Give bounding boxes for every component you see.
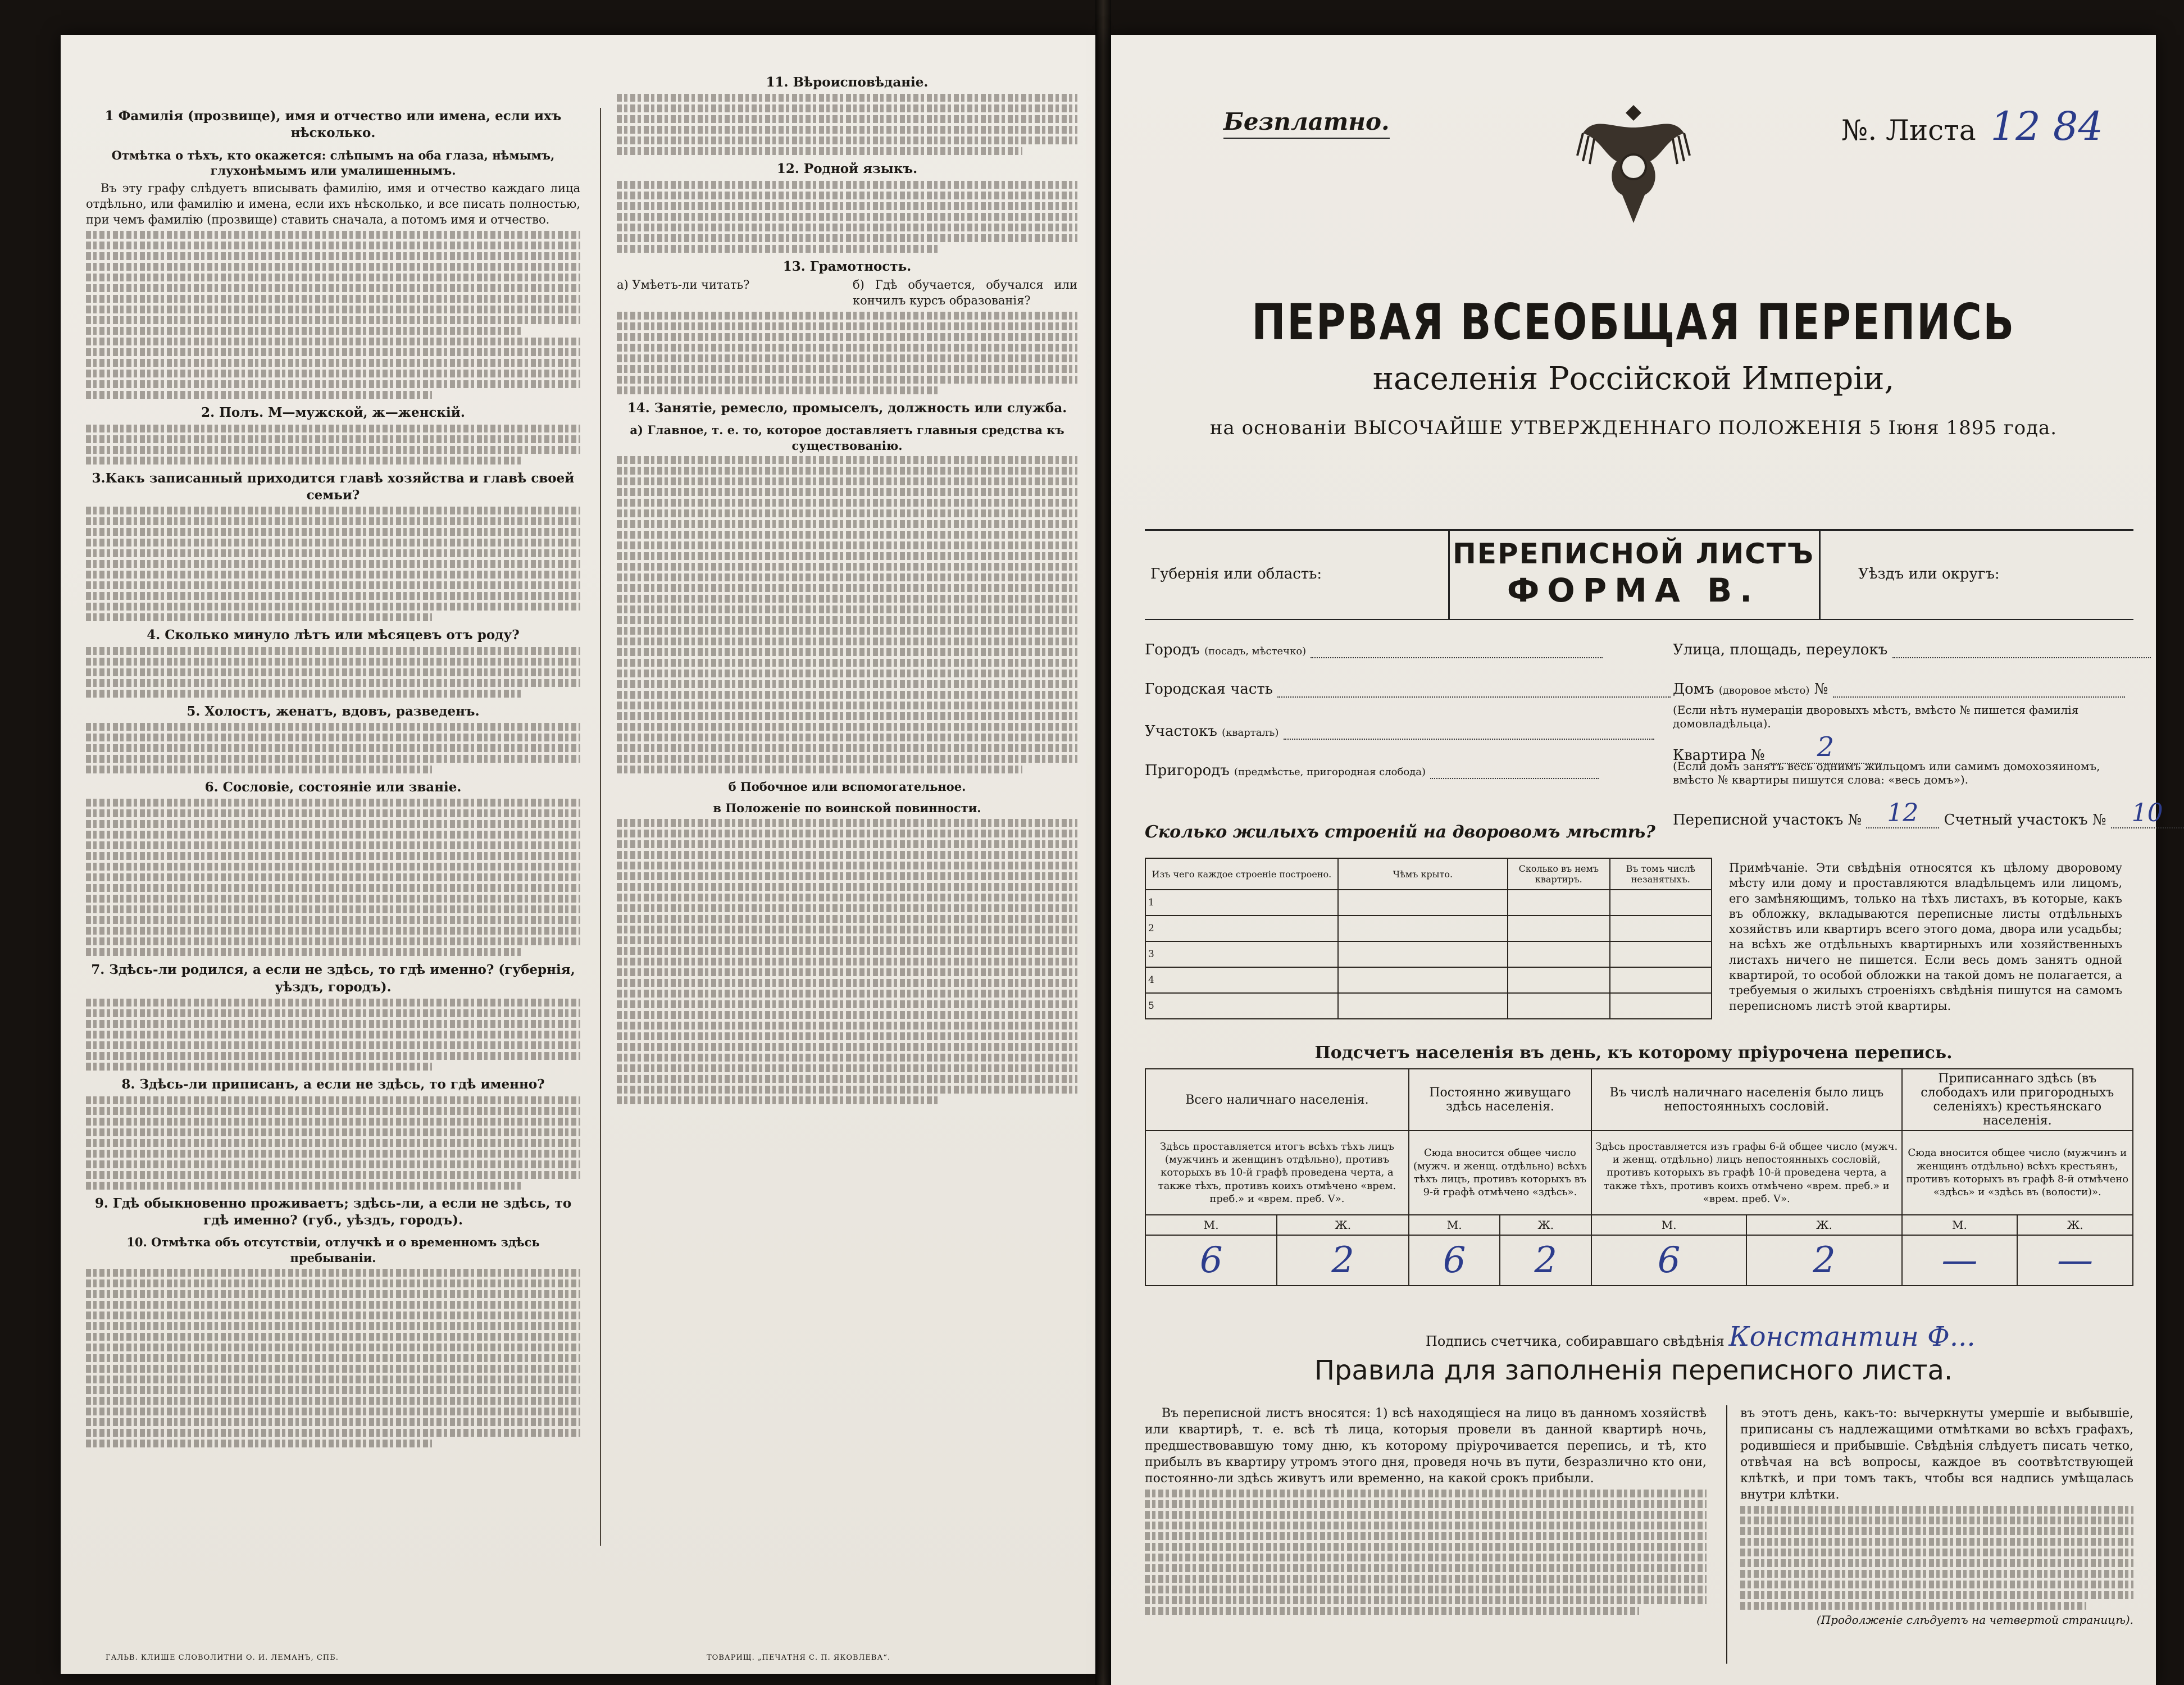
rules-title: Правила для заполненія переписного листа. [1314, 1355, 1953, 1386]
section-9-title: 9. Гдѣ обыкновенно проживаетъ; здѣсь-ли, а если не здѣсь, то гдѣ именно? (губ., уѣздъ, городъ). [94, 1195, 572, 1228]
count-description: Сюда вносится общее число (мужчинъ и женщинъ отдѣльно) всѣхъ крестьянъ, противъ которыхъ въ графѣ 8-й отмѣчено «здѣсь» и «здѣсь въ (волости)». [1902, 1131, 2133, 1215]
free-label: Безплатно. [1223, 108, 1390, 139]
male-label: М. [1591, 1215, 1746, 1235]
female-label: Ж. [2017, 1215, 2133, 1235]
enumerator-signature[interactable] [1426, 1321, 1976, 1352]
right-page [1111, 35, 2163, 1685]
count-value[interactable]: 6 [1409, 1235, 1500, 1286]
buildings-question: Сколько жилыхъ строеній на дворовомъ мѣстѣ? [1145, 822, 1655, 842]
uchastok-label: Участокъ [1145, 723, 1217, 740]
uezd-label: Уѣздъ или округъ: [1858, 566, 2000, 582]
guberniya-label: Губернія или область: [1150, 566, 1322, 582]
uchastok-field[interactable] [1145, 723, 1654, 740]
table-cell[interactable] [1610, 941, 1712, 967]
table-cell[interactable] [1610, 916, 1712, 941]
rules-continued: (Продолженіе слѣдуетъ на четвертой страницѣ). [1816, 1613, 2133, 1627]
table-cell[interactable] [1508, 967, 1609, 993]
section-5-title: 5. Холостъ, женатъ, вдовъ, разведенъ. [186, 703, 480, 719]
section-13-b: б) Гдѣ обучается, обучался или кончилъ курсъ образованія? [853, 278, 1077, 307]
section-1-text: Въ эту графу слѣдуетъ вписывать фамилію, имя и отчество каждаго лица отдѣльно, или фамилію и имена, если ихъ нѣсколько, и все писать полностью, при чемъ фамилію (прозвище) ставить сначала, а потомъ имя и отчество. [86, 181, 580, 226]
top-rule [1145, 529, 2133, 531]
section-4-title: 4. Сколько минуло лѣтъ или мѣсяцевъ отъ роду? [147, 627, 520, 643]
perepisnoy-label: Переписной участокъ № [1673, 812, 1862, 828]
gorod-label: Городъ [1145, 641, 1200, 658]
sheet-number [1841, 103, 2103, 149]
table-cell[interactable] [1610, 890, 1712, 916]
buildings-table [1145, 858, 1712, 1019]
sheet-number-label: №. Листа [1841, 114, 1976, 147]
double-headed-eagle-emblem [1577, 94, 1690, 234]
section-12-title: 12. Родной языкъ. [776, 161, 918, 177]
section-11-title: 11. Вѣроисповѣданіе. [766, 75, 929, 90]
kvartira-value: 2 [1769, 731, 1882, 764]
uezd-field[interactable] [1858, 566, 2000, 582]
section-8-title: 8. Здѣсь-ли приписанъ, а если не здѣсь, то гдѣ именно? [121, 1077, 545, 1092]
form-subtitle: ФОРМА В. [1507, 571, 1760, 609]
row-number: 2 [1145, 916, 1338, 941]
dom-note-2: (Если нѣтъ нумераціи дворовыхъ мѣстъ, вмѣсто № пишется фамилія домовладѣльца). [1673, 703, 2079, 730]
page-fold [1095, 0, 1111, 1685]
kvartira-note: (Если домъ занятъ весь однимъ жильцомъ или самимъ домохозяиномъ, вмѣсто № квартиры пишутся слова: «весь домъ»). [1673, 759, 2100, 786]
section-3-title: 3.Какъ записанный приходится главѣ хозяйства и главѣ своей семьи? [92, 470, 575, 503]
table-cell[interactable] [1610, 967, 1712, 993]
population-count-table [1145, 1068, 2133, 1286]
count-header: Постоянно живущаго здѣсь населенія. [1409, 1069, 1591, 1131]
rules-divider [1726, 1405, 1727, 1664]
chast-field[interactable] [1145, 681, 1671, 698]
dom-label: Домъ [1673, 681, 1714, 698]
rules-column-2 [1740, 1405, 2133, 1628]
count-header: Приписаннаго здѣсь (въ слободахъ или пригородныхъ селеніяхъ) крестьянскаго населенія. [1902, 1069, 2133, 1131]
table-row [1145, 967, 1712, 993]
count-value[interactable]: 2 [1500, 1235, 1591, 1286]
sheet-number-handwritten: 12 84 [1990, 103, 2103, 149]
instructions-column-2 [617, 69, 1077, 1107]
signature-label: Подпись счетчика, собиравшаго свѣдѣнія [1426, 1333, 1725, 1349]
table-cell[interactable] [1338, 890, 1508, 916]
count-header: Въ числѣ наличнаго населенія было лицъ непостоянныхъ сословій. [1591, 1069, 1902, 1131]
remark-note: Примѣчаніе. Эти свѣдѣнія относятся къ цѣлому дворовому мѣсту или дому и проставляются владѣльцемъ или лицомъ, его замѣняющимъ, только на тѣхъ листахъ, въ которые, какъ въ обложку, вкладываются переписные листы отдѣльныхъ хозяйствъ или квартиръ всего этого дома, двора или усадьбы; на всѣхъ же отдѣльныхъ квартирныхъ или хозяйственныхъ листахъ ничего не пишется. Если весь домъ занятъ одной квартирой, то особой обложки на такой домъ не полагается, а требуемыя о жилыхъ строеніяхъ свѣдѣнія пишутся на самомъ переписномъ листѣ этой квартиры. [1729, 861, 2122, 1013]
form-rule [1145, 619, 2133, 620]
section-14-title: 14. Занятіе, ремесло, промыселъ, должность или служба. [627, 400, 1067, 416]
perepisnoy-value: 12 [1866, 799, 1939, 828]
section-1-note: Отмѣтка о тѣхъ, кто окажется: слѣпымъ на оба глаза, нѣмымъ, глухонѣмымъ или умалишеннымъ. [111, 148, 555, 178]
left-page [61, 35, 1095, 1674]
row-number: 3 [1145, 941, 1338, 967]
table-cell[interactable] [1508, 993, 1609, 1019]
buildings-header: Изъ чего каждое строеніе построено. [1145, 858, 1338, 890]
count-value[interactable]: — [1902, 1235, 2018, 1286]
female-label: Ж. [1746, 1215, 1901, 1235]
schetny-label: Счетный участокъ № [1944, 812, 2106, 828]
count-description: Здѣсь проставляется изъ графы 6-й общее число (мужч. и женщ. отдѣльно) лицъ непостоянныхъ сословій, противъ которыхъ въ графѣ 10-й проведена черта, а также тѣхъ, противъ коихъ отмѣчено «врем. преб.» и «врем. преб. V». [1591, 1131, 1902, 1215]
instructions-column-1 [86, 102, 580, 1450]
count-value[interactable]: 2 [1746, 1235, 1901, 1286]
rules-text-2: въ этотъ день, какъ-то: вычеркнуты умершіе и выбывшіе, приписаны съ надлежащими отмѣтками во всѣхъ графахъ, родившіеся и прибывшіе. Свѣдѣнія слѣдуетъ писать четко, отвѣчая на всѣ вопросы, каждое въ соотвѣтствующей клѣткѣ, и при томъ такъ, чтобы вся надпись умѣщалась внутри клѣтки. [1740, 1406, 2133, 1502]
column-divider [600, 108, 601, 1546]
kvartira-label: Квартира № [1673, 747, 1765, 764]
perepisnoy-field[interactable] [1673, 799, 2184, 828]
table-row [1145, 941, 1712, 967]
form-title: ПЕРЕПИСНОЙ ЛИСТЪ [1453, 538, 1814, 570]
dom-field[interactable] [1673, 681, 2125, 698]
count-value[interactable]: 6 [1591, 1235, 1746, 1286]
guberniya-field[interactable] [1150, 566, 1322, 582]
section-14-b: б Побочное или вспомогательное. [728, 780, 966, 794]
prigorod-label: Пригородъ [1145, 762, 1230, 779]
count-description: Здѣсь проставляется итогъ всѣхъ тѣхъ лицъ (мужчинъ и женщинъ отдѣльно), противъ которыхъ въ 10-й графѣ проведена черта, а также тѣхъ, противъ коихъ отмѣчено «врем. преб.» и «врем. преб. V». [1145, 1131, 1409, 1215]
count-value[interactable]: 6 [1145, 1235, 1277, 1286]
male-label: М. [1145, 1215, 1277, 1235]
form-box-right [1819, 529, 1821, 619]
rules-column-1 [1145, 1405, 1707, 1618]
table-cell[interactable] [1508, 890, 1609, 916]
gorod-field[interactable] [1145, 641, 1603, 658]
rules-text-1: Въ переписной листъ вносятся: 1) всѣ находящіеся на лицо въ данномъ хозяйствѣ или квартирѣ, т. е. всѣ тѣ лица, которыя провели въ данной квартирѣ ночь, предшествовавшую тому дню, къ которому пріурочивается перепись, и тѣ, кто прибылъ въ квартиру утромъ этого дня, проведя ночь въ пути, безразлично кто они, постоянно-ли здѣсь живутъ или временно, на какой срокъ прибыли. [1145, 1406, 1707, 1486]
count-value[interactable]: 2 [1277, 1235, 1408, 1286]
schetny-value: 10 [2111, 799, 2184, 828]
table-cell[interactable] [1338, 993, 1508, 1019]
table-row [1145, 890, 1712, 916]
population-count-title: Подсчетъ населенія въ день, къ которому пріурочена перепись. [1314, 1043, 1953, 1063]
ulitsa-field[interactable] [1673, 641, 2151, 658]
male-label: М. [1409, 1215, 1500, 1235]
buildings-header: Сколько въ немъ квартиръ. [1508, 858, 1609, 890]
section-14-a: а) Главное, т. е. то, которое доставляетъ главныя средства къ существованію. [630, 422, 1064, 453]
ulitsa-label: Улица, площадь, переулокъ [1673, 641, 1888, 658]
count-header: Всего наличнаго населенія. [1145, 1069, 1409, 1131]
female-label: Ж. [1500, 1215, 1591, 1235]
prigorod-field[interactable] [1145, 762, 1599, 779]
buildings-header: Въ томъ числѣ незанятыхъ. [1610, 858, 1712, 890]
dom-number-sign: № [1814, 681, 1828, 698]
table-cell[interactable] [1338, 916, 1508, 941]
row-number: 1 [1145, 890, 1338, 916]
count-value[interactable]: — [2017, 1235, 2133, 1286]
printer-footer-right: ТОВАРИЩ. „ПЕЧАТНЯ С. П. ЯКОВЛЕВА“. [707, 1654, 891, 1662]
section-14-c: в Положеніе по воинской повинности. [713, 801, 981, 816]
table-cell[interactable] [1508, 941, 1609, 967]
section-1-title: 1 Фамилія (прозвище), имя и отчество или имена, если ихъ нѣсколько. [104, 108, 562, 141]
row-number: 5 [1145, 993, 1338, 1019]
dom-note: (дворовое мѣсто) [1718, 685, 1810, 696]
chast-label: Городская часть [1145, 681, 1273, 698]
section-6-title: 6. Сословіе, состояніе или званіе. [204, 780, 462, 795]
table-row [1145, 993, 1712, 1019]
census-subtitle: населенія Россійской Имперіи, [1372, 361, 1895, 397]
female-label: Ж. [1277, 1215, 1408, 1235]
section-10-title: 10. Отмѣтка объ отсутствіи, отлучкѣ и о временномъ здѣсь пребываніи. [126, 1235, 540, 1265]
gorod-note: (посадъ, мѣстечко) [1204, 645, 1307, 657]
table-row [1145, 916, 1712, 941]
table-cell[interactable] [1338, 941, 1508, 967]
table-cell[interactable] [1610, 993, 1712, 1019]
section-13-title: 13. Грамотность. [782, 258, 912, 274]
section-2-title: 2. Полъ. М—мужской, ж—женскій. [201, 405, 465, 421]
table-cell[interactable] [1338, 967, 1508, 993]
census-basis: на основаніи ВЫСОЧАЙШЕ УТВЕРЖДЕННАГО ПОЛОЖЕНІЯ 5 Іюня 1895 года. [1209, 417, 2058, 439]
row-number: 4 [1145, 967, 1338, 993]
count-description: Сюда вносится общее число (мужч. и женщ. отдѣльно) всѣхъ тѣхъ лицъ, противъ которыхъ въ 9-й графѣ отмѣчено «здѣсь». [1409, 1131, 1591, 1215]
section-7-title: 7. Здѣсь-ли родился, а если не здѣсь, то гдѣ именно? (губернія, уѣздъ, городъ). [91, 962, 575, 995]
prigorod-note: (предмѣстье, пригородная слобода) [1234, 766, 1426, 778]
census-title: ПЕРВАЯ ВСЕОБЩАЯ ПЕРЕПИСЬ [1252, 293, 2015, 351]
table-cell[interactable] [1508, 916, 1609, 941]
section-13-a: а) Умѣетъ-ли читать? [617, 278, 750, 292]
uchastok-note: (кварталъ) [1222, 727, 1279, 739]
printer-footer-left: ГАЛЬВ. КЛИШЕ СЛОВОЛИТНИ О. И. ЛЕМАНЪ, СПБ. [106, 1654, 339, 1662]
buildings-header: Чѣмъ крыто. [1338, 858, 1508, 890]
male-label: М. [1902, 1215, 2018, 1235]
signature-handwritten: Константин Ф... [1728, 1321, 1976, 1352]
